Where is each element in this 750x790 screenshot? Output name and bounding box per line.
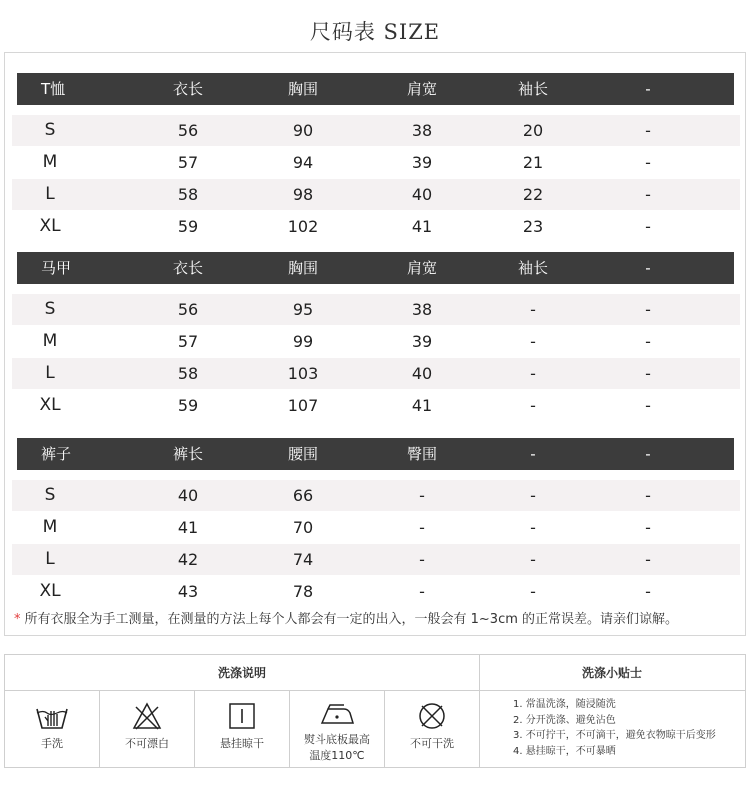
- table-cell: 20: [522, 121, 544, 140]
- care-tips-title: 洗涤小贴士: [479, 655, 745, 691]
- care-iron-label-2: 温度110℃: [309, 749, 365, 762]
- table-cell: -: [645, 217, 651, 236]
- table-header-cell: 衣长: [172, 259, 204, 277]
- table-cell: -: [530, 518, 536, 537]
- table-cell: 40: [411, 364, 433, 383]
- table-header-cell: 肩宽: [406, 259, 438, 277]
- table-row: [12, 326, 740, 357]
- no-bleach-icon: [131, 701, 163, 731]
- table-cell: -: [530, 364, 536, 383]
- table-cell: 66: [292, 486, 314, 505]
- care-no-bleach-label: 不可漂白: [125, 737, 169, 750]
- table-cell: -: [645, 153, 651, 172]
- table-cell: 74: [292, 550, 314, 569]
- table-cell: -: [645, 396, 651, 415]
- table-row: [12, 544, 740, 575]
- care-iron: [290, 691, 385, 767]
- table-header-cell: 袖长: [517, 80, 549, 98]
- table-cell: 39: [411, 332, 433, 351]
- table-cell: 58: [177, 185, 199, 204]
- table-row: [12, 480, 740, 511]
- table-cell: 41: [411, 217, 433, 236]
- table-cell: -: [530, 300, 536, 319]
- table-cell: 23: [522, 217, 544, 236]
- table-cell: 40: [411, 185, 433, 204]
- table-header-cell: 衣长: [172, 80, 204, 98]
- care-hand-wash: [5, 691, 100, 767]
- hang-dry-icon: [226, 701, 258, 731]
- table-cell: 57: [177, 153, 199, 172]
- table-cell: -: [530, 582, 536, 601]
- table-cell: 56: [177, 300, 199, 319]
- note-text: 所有衣服全为手工测量，在测量的方法上每个人都会有一定的出入，一般会有 1~3cm 的正常误差。请亲们谅解。: [24, 612, 679, 627]
- table-cell: 102: [287, 217, 319, 236]
- table-cell: 38: [411, 300, 433, 319]
- table-cell: 56: [177, 121, 199, 140]
- table-cell: 39: [411, 153, 433, 172]
- table-header-cell: T恤: [41, 80, 66, 98]
- table-cell: -: [645, 185, 651, 204]
- table-header-cell: 胸围: [287, 80, 319, 98]
- table-row: [12, 358, 740, 389]
- care-hand-wash-label: 手洗: [41, 737, 63, 750]
- table-header-cell: 裤子: [41, 445, 72, 463]
- size-label: M: [42, 331, 58, 351]
- care-tip: 3. 不可拧干，不可滴干，避免衣物晾干后变形: [513, 730, 716, 741]
- table-cell: 43: [177, 582, 199, 601]
- table-header-cell: 袖长: [517, 259, 549, 277]
- table-cell: -: [530, 396, 536, 415]
- table-cell: 42: [177, 550, 199, 569]
- care-panel: [4, 654, 746, 768]
- table-cell: 99: [292, 332, 314, 351]
- table-cell: 70: [292, 518, 314, 537]
- table-cell: -: [419, 550, 425, 569]
- table-cell: 21: [522, 153, 544, 172]
- table-cell: -: [645, 121, 651, 140]
- table-row: [12, 179, 740, 210]
- page-title: 尺码表 SIZE: [309, 20, 441, 44]
- table-cell: -: [645, 332, 651, 351]
- table-header-cell: -: [645, 80, 651, 98]
- table-cell: 94: [292, 153, 314, 172]
- table-cell: 58: [177, 364, 199, 383]
- table-cell: -: [419, 518, 425, 537]
- table-cell: 90: [292, 121, 314, 140]
- table-cell: -: [530, 332, 536, 351]
- table-cell: -: [645, 364, 651, 383]
- table-cell: 107: [287, 396, 319, 415]
- table-cell: -: [530, 486, 536, 505]
- table-row: [12, 390, 740, 421]
- care-no-dry-clean: [385, 691, 479, 767]
- table-row: [12, 211, 740, 242]
- table-cell: 41: [411, 396, 433, 415]
- table-cell: 78: [292, 582, 314, 601]
- table-cell: 98: [292, 185, 314, 204]
- table-header: [17, 73, 734, 105]
- table-header: [17, 252, 734, 284]
- care-hang-dry: [195, 691, 290, 767]
- table-cell: -: [419, 582, 425, 601]
- table-row: [12, 576, 740, 607]
- care-tips-list: [513, 697, 716, 759]
- table-header-cell: 肩宽: [406, 80, 438, 98]
- hand-wash-icon: [34, 701, 70, 731]
- table-header-cell: 腰围: [287, 445, 319, 463]
- table-cell: -: [645, 582, 651, 601]
- size-label: XL: [39, 216, 61, 236]
- table-cell: 95: [292, 300, 314, 319]
- table-row: [12, 512, 740, 543]
- care-tip: 1. 常温洗涤，随浸随洗: [513, 699, 616, 710]
- table-cell: 22: [522, 185, 544, 204]
- iron-icon: [318, 701, 356, 727]
- table-header-cell: 胸围: [287, 259, 319, 277]
- table-cell: -: [645, 486, 651, 505]
- measurement-note: [14, 608, 678, 627]
- table-cell: 59: [177, 217, 199, 236]
- table-cell: -: [645, 300, 651, 319]
- care-instructions-title: 洗涤说明: [5, 655, 479, 691]
- size-label: L: [45, 363, 55, 383]
- size-label: S: [44, 120, 56, 140]
- size-label: XL: [39, 581, 61, 601]
- note-star: *: [14, 612, 21, 627]
- care-no-dry-clean-label: 不可干洗: [410, 737, 454, 750]
- table-row: [12, 294, 740, 325]
- size-label: S: [44, 299, 56, 319]
- size-label: M: [42, 152, 58, 172]
- size-label: L: [45, 549, 55, 569]
- table-row: [12, 147, 740, 178]
- table-header-cell: -: [645, 445, 651, 463]
- table-header: [17, 438, 734, 470]
- size-label: XL: [39, 395, 61, 415]
- size-label: S: [44, 485, 56, 505]
- care-tip: 2. 分开洗涤、避免沾色: [513, 714, 616, 726]
- table-cell: 41: [177, 518, 199, 537]
- table-row: [12, 115, 740, 146]
- table-header-cell: 臀围: [406, 445, 438, 463]
- table-cell: -: [419, 486, 425, 505]
- table-cell: -: [645, 518, 651, 537]
- table-cell: -: [645, 550, 651, 569]
- table-header-cell: 马甲: [41, 259, 72, 277]
- table-cell: 40: [177, 486, 199, 505]
- table-cell: 57: [177, 332, 199, 351]
- table-cell: -: [530, 550, 536, 569]
- table-cell: 59: [177, 396, 199, 415]
- size-label: L: [45, 184, 55, 204]
- care-divider: [479, 655, 480, 767]
- care-tip: 4. 悬挂晾干，不可暴晒: [513, 745, 616, 757]
- table-header-cell: 裤长: [172, 445, 204, 463]
- table-cell: 103: [287, 364, 319, 383]
- no-dry-clean-icon: [416, 701, 448, 731]
- table-cell: 38: [411, 121, 433, 140]
- table-header-cell: -: [645, 259, 651, 277]
- size-label: M: [42, 517, 58, 537]
- table-header-cell: -: [530, 445, 536, 463]
- care-no-bleach: [100, 691, 195, 767]
- care-iron-label: 熨斗底板最高: [304, 733, 370, 746]
- care-hang-dry-label: 悬挂晾干: [220, 737, 264, 750]
